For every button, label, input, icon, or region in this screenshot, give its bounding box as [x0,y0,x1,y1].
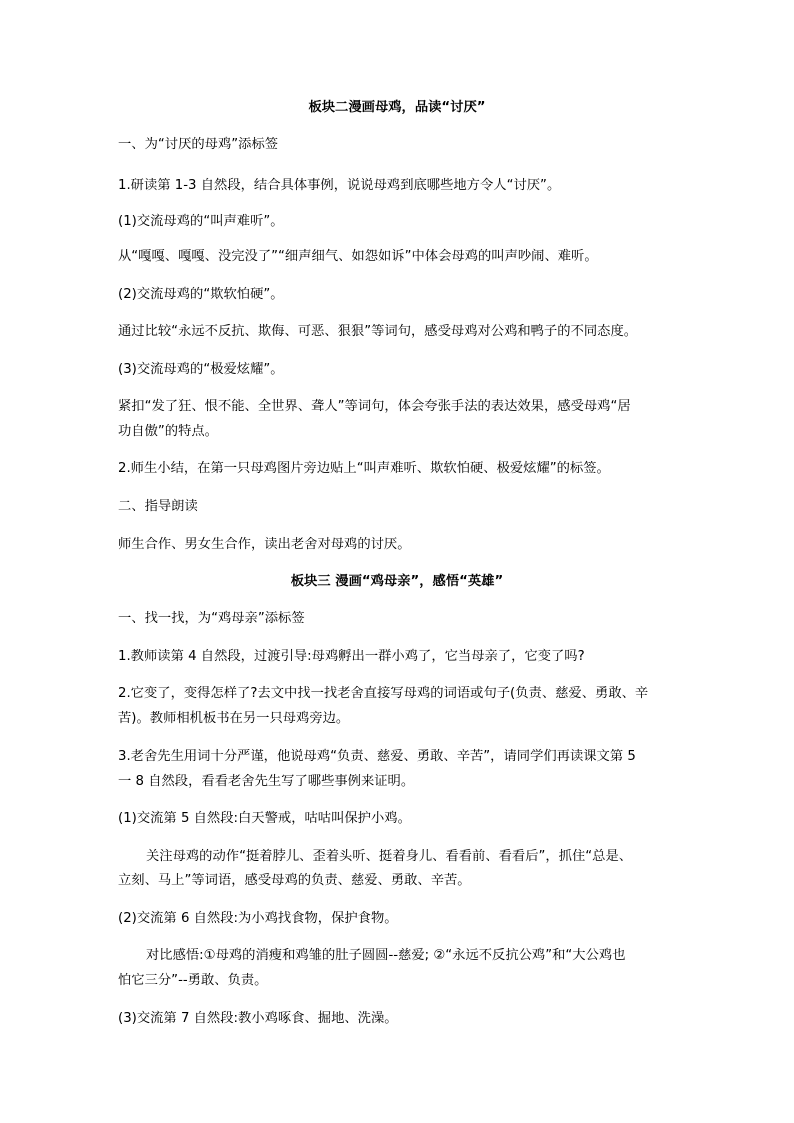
paragraph-3-1: (1)交流第 5 自然段:白天警戒，咕咕叫保护小鸡。 [118,811,411,826]
paragraph-contrast-line1: 对比感悟:①母鸡的消瘦和鸡雏的肚子圆圆--慈爱; ②“永远不反抗公鸡”和“大公鸡也 [146,948,626,963]
paragraph-reread-line2: 一 8 自然段，看看老舍先生写了哪些事例来证明。 [118,774,415,789]
subheading-label-task: 一、为“讨厌的母鸡”添标签 [118,137,279,152]
paragraph-1-1: (1)交流母鸡的“叫声难听”。 [118,214,284,229]
paragraph-1: 1.研读第 1-3 自然段，结合具体事例，说说母鸡到底哪些地方令人“讨厌”。 [118,178,561,193]
paragraph-actions-line1: 关注母鸡的动作“挺着脖儿、歪着头听、挺着身儿、看看前、看看后”，抓住“总是、 [146,849,633,864]
paragraph-1-3: (3)交流母鸡的“极爱炫耀”。 [118,362,284,377]
paragraph-contrast-line2: 怕它三分”--勇敢、负责。 [118,973,268,988]
paragraph-teacher-read: 1.教师读第 4 自然段，过渡引导:母鸡孵出一群小鸡了，它当母亲了，它变了吗? [118,649,585,664]
subheading-reading: 二、指导朗读 [118,499,198,514]
paragraph-reading: 师生合作、男女生合作，读出老舍对母鸡的讨厌。 [118,537,411,552]
paragraph-changed-line2: 苦)。教师相机板书在另一只母鸡旁边。 [118,711,350,726]
paragraph-3-2: (2)交流第 6 自然段:为小鸡找食物，保护食物。 [118,911,398,926]
paragraph-actions-line2: 立刻、马上”等词语，感受母鸡的负责、慈爱、勇敢、辛苦。 [118,873,471,888]
paragraph-changed-line1: 2.它变了，变得怎样了?去文中找一找老舍直接写母鸡的词语或句子(负责、慈爱、勇敢、辛 [118,686,649,701]
section-heading-3: 板块三 漫画“鸡母亲”，感悟“英雄” [290,574,504,589]
paragraph-compare: 通过比较“永远不反抗、欺侮、可恶、狠狠”等词句，感受母鸡对公鸡和鸭子的不同态度。 [118,324,638,339]
paragraph-1-2: (2)交流母鸡的“欺软怕硬”。 [118,287,284,302]
subheading-find: 一、找一找，为“鸡母亲”添标签 [118,611,305,626]
paragraph-exaggeration-line2: 功自傲”的特点。 [118,424,218,439]
paragraph-summary: 2.师生小结，在第一只母鸡图片旁边贴上“叫声难听、欺软怕硬、极爱炫耀”的标签。 [118,461,610,476]
paragraph-reread-line1: 3.老舍先生用词十分严谨，他说母鸡“负责、慈爱、勇敢、辛苦”，请同学们再读课文第 5 [118,749,636,764]
paragraph-3-3: (3)交流第 7 自然段:教小鸡啄食、掘地、洗澡。 [118,1011,398,1026]
section-heading-2: 板块二漫画母鸡，品读“讨厌” [308,100,486,115]
paragraph-sound: 从“嘎嘎、嘎嘎、没完没了”“细声细气、如怨如诉”中体会母鸡的叫声吵闹、难听。 [118,249,598,264]
paragraph-exaggeration-line1: 紧扣“发了狂、恨不能、全世界、聋人”等词句，体会夸张手法的表达效果，感受母鸡“居 [118,399,631,414]
